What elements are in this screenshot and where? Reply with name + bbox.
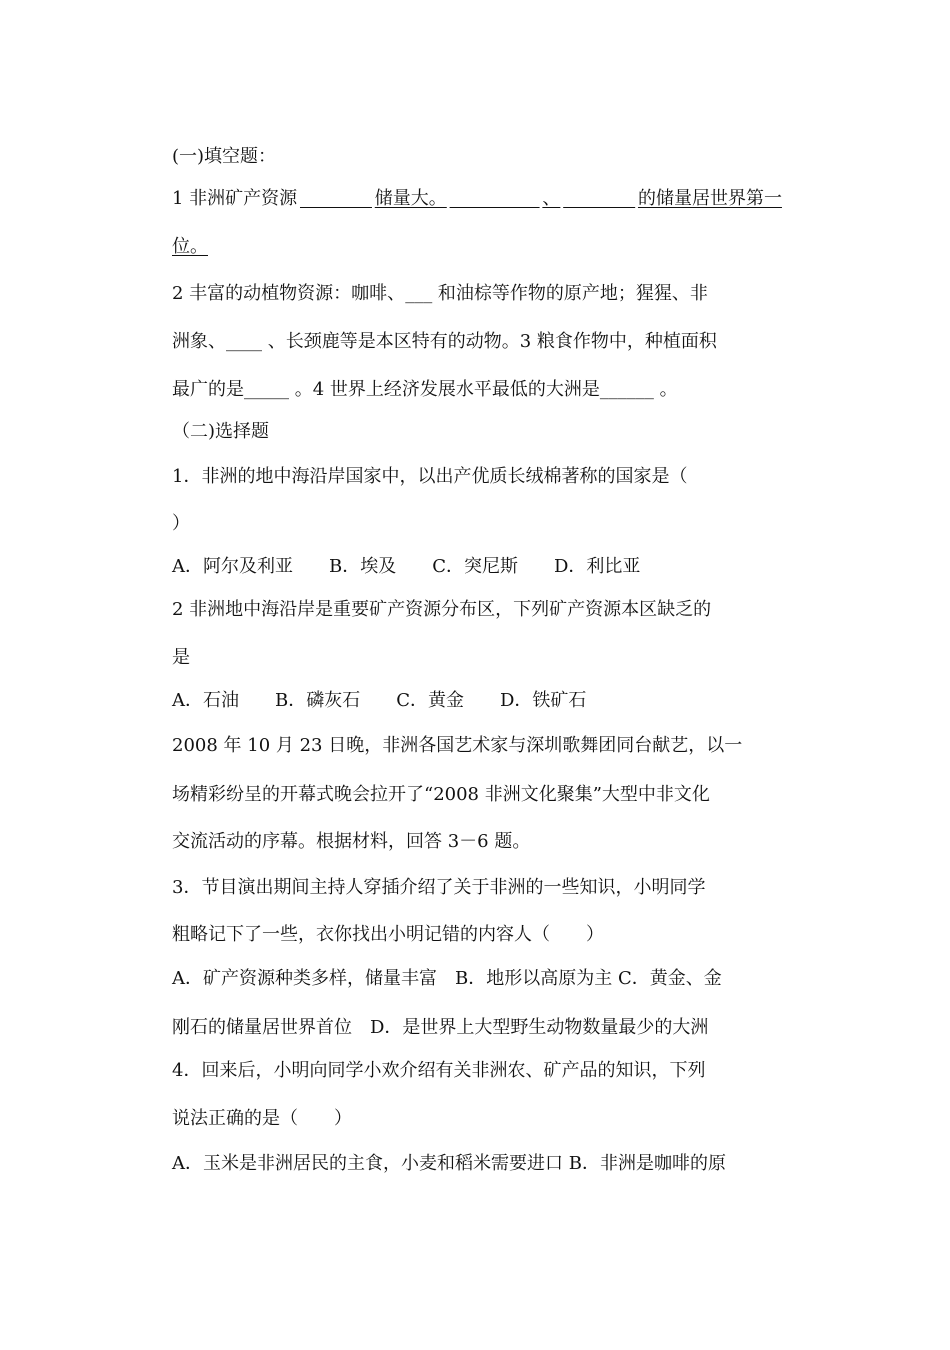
fill-question-2-line2	[172, 330, 782, 354]
fill-question-2-line1	[172, 282, 782, 306]
q2-text-2: 和油棕等作物的原产地；猩猩、非	[432, 283, 708, 304]
choice-4-line-2: 说法正确的是（ ）	[172, 1108, 352, 1129]
section1-heading: (一)填空题：	[172, 146, 277, 167]
choice-1-stem: 1．非洲的地中海沿岸国家中，以出产优质长绒棉著称的国家是（	[172, 466, 688, 487]
choice-3-line-3: A．矿产资源种类多样，储量丰富 B．地形以高原为主 C．黄金、金	[172, 968, 722, 989]
choice-2-options: A．石油 B．磷灰石 C．黄金 D．铁矿石	[172, 690, 587, 711]
q1-text-2: 储量大。	[374, 188, 447, 209]
q1-text-cont: 位。	[172, 236, 208, 257]
q1-blank-2	[450, 187, 540, 211]
choice-2-stem: 2 非洲地中海沿岸是重要矿产资源分布区，下列矿产资源本区缺乏的	[172, 599, 712, 620]
choice-4-line-1: 4．回来后，小明向同学小欢介绍有关非洲农、矿产品的知识，下列	[172, 1060, 706, 1081]
material-line-3: 交流活动的序幕。根据材料，回答 3－6 题。	[172, 831, 531, 852]
choice-2-stem-cont: 是	[172, 647, 190, 668]
q2-text-6: 。4 世界上经济发展水平最低的大洲是	[289, 379, 600, 400]
q2-text-4: 、长颈鹿等是本区特有的动物。3 粮食作物中，种植面积	[262, 331, 717, 352]
choice-1-options: A．阿尔及利亚 B．埃及 C．突尼斯 D．利比亚	[172, 556, 641, 577]
material-line-1: 2008 年 10 月 23 日晚，非洲各国艺术家与深圳歌舞团同台献艺，以一	[172, 735, 743, 756]
q1-blank-3	[563, 187, 635, 211]
fill-question-1-line2	[172, 235, 782, 259]
choice-1-stem-cont: ）	[172, 513, 190, 534]
q2-blank-4: ______	[599, 379, 654, 400]
choice-3-line-4: 刚石的储量居世界首位 D．是世界上大型野生动物数量最少的大洲	[172, 1017, 709, 1038]
q1-text-3: 、	[542, 188, 561, 209]
q1-text-4: 的储量居世界第一	[637, 188, 782, 209]
q2-blank-1: ___	[405, 283, 433, 304]
fill-question-1-line1	[172, 187, 782, 211]
q2-text-7: 。	[653, 379, 678, 400]
material-line-2: 场精彩纷呈的开幕式晚会拉开了“2008 非洲文化聚集”大型中非文化	[172, 784, 710, 805]
q2-text-3: 洲象、	[172, 331, 226, 352]
fill-question-2-line3	[172, 378, 782, 402]
q1-blank-1	[300, 187, 372, 211]
choice-4-line-3: A．玉米是非洲居民的主食，小麦和稻米需要进口 B．非洲是咖啡的原	[172, 1153, 726, 1174]
q2-text-5: 最广的是	[172, 379, 244, 400]
q2-text-1: 2 丰富的动植物资源：咖啡、	[172, 283, 406, 304]
q1-text-1: 1 非洲矿产资源	[172, 188, 298, 209]
choice-3-line-2: 粗略记下了一些，衣你找出小明记错的内容人（ ）	[172, 924, 604, 945]
section2-heading: （二)选择题	[172, 421, 270, 442]
choice-3-line-1: 3．节目演出期间主持人穿插介绍了关于非洲的一些知识，小明同学	[172, 877, 706, 898]
q2-blank-3: _____	[244, 379, 289, 400]
q2-blank-2: ____	[226, 331, 262, 352]
